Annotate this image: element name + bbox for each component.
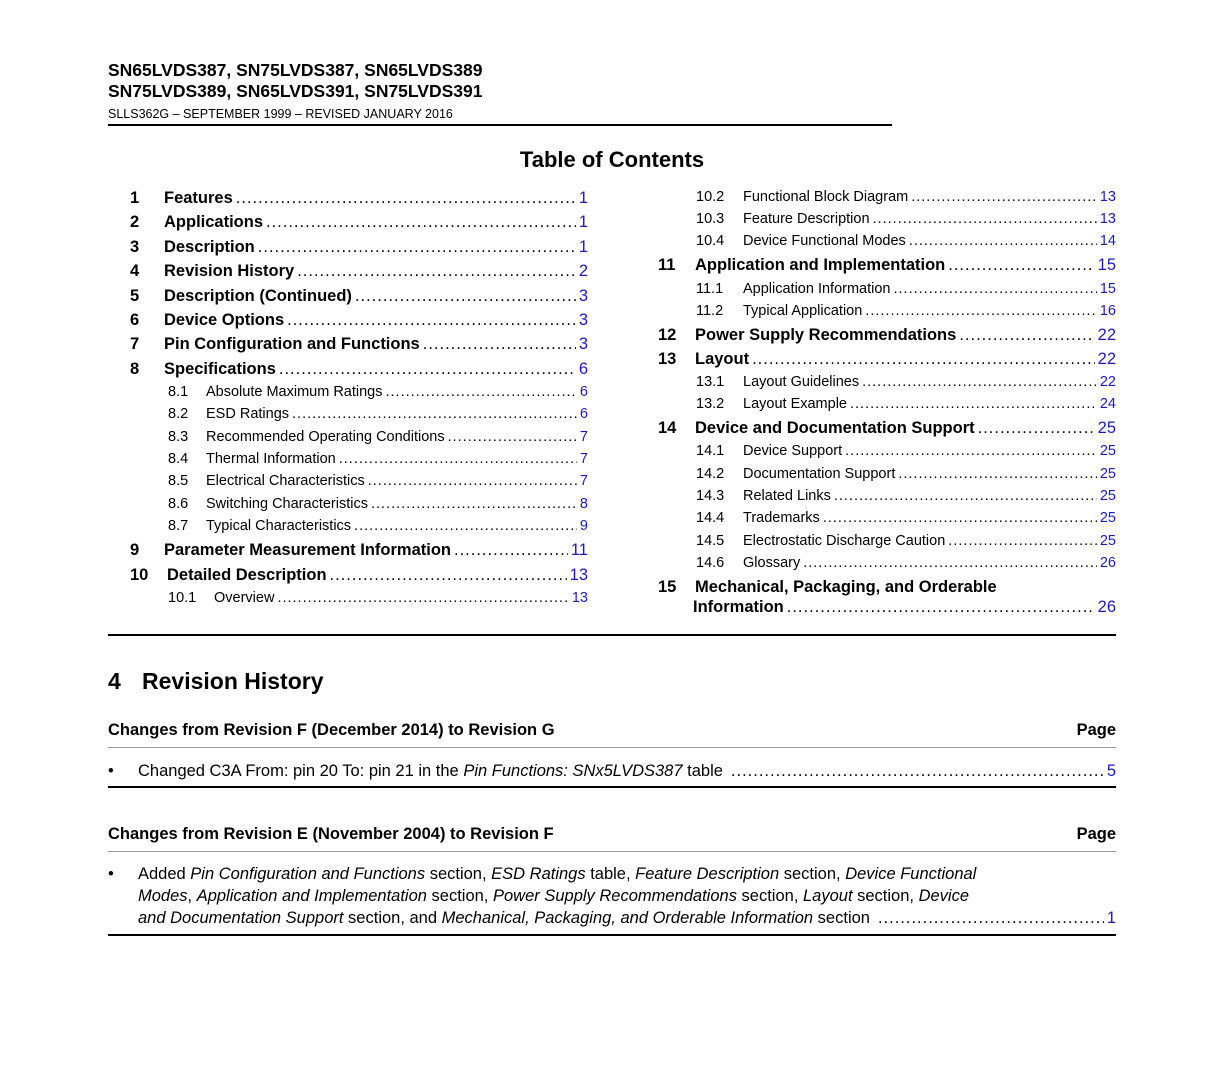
toc-page-link[interactable]: 6 [579,384,588,400]
toc-page-link[interactable]: 2 [578,262,588,280]
leader-dots [909,233,1097,249]
toc-entry-number: 14.5 [696,533,725,549]
toc-page-link[interactable]: 1 [578,189,588,207]
toc-page-link[interactable]: 26 [1097,598,1116,616]
leader-dots [959,326,1094,345]
leader-dots [423,335,576,354]
leader-dots [277,590,568,606]
toc-entry-number: 10.1 [168,590,197,606]
toc-entry-8-4[interactable] [168,451,588,471]
toc-page-link[interactable]: 22 [1099,374,1116,390]
toc-entry-14-4[interactable] [696,510,1116,530]
toc-entry-title: Device Functional Modes [743,233,906,249]
toc-entry-8-2[interactable] [168,406,588,426]
toc-entry-number: 1 [130,189,140,207]
toc-entry-title: Layout [695,350,750,368]
toc-entry-title: Mechanical, Packaging, and Orderable [695,578,997,596]
leader-dots [850,396,1097,412]
leader-dots [948,256,1094,275]
toc-entry-12[interactable] [658,326,1116,348]
toc-entry-11[interactable] [658,256,1116,278]
bullet-glyph: • [108,865,114,883]
toc-entry-title: Revision History [164,262,295,280]
section-title [108,667,324,695]
toc-page-link[interactable]: 13 [1099,211,1116,227]
change-heading-text: Changes from Revision E (November 2004) to Revision F [108,825,554,843]
toc-entry-title: Functional Block Diagram [743,189,909,205]
toc-page-link[interactable]: 1 [578,213,588,231]
toc-entry-title: Trademarks [743,510,820,526]
change-text-line-1: Added Pin Configuration and Functions section, ESD Ratings table, Feature Description section, Device Functional [138,865,977,883]
toc-page-link[interactable]: 15 [1099,281,1116,297]
leader-dots [355,287,576,306]
toc-entry-number: 8 [130,360,140,378]
document-id: SLLS362G – SEPTEMBER 1999 – REVISED JANUARY 2016 [108,107,453,121]
toc-entry-8-6[interactable] [168,496,588,516]
leader-dots [865,303,1097,319]
toc-entry-14-1[interactable] [696,443,1116,463]
toc-entry-number: 14.3 [696,488,725,504]
header-rule [108,124,892,126]
toc-page-link[interactable]: 16 [1099,303,1116,319]
toc-entry-9[interactable] [130,541,588,563]
toc-page-link[interactable]: 13 [569,566,588,584]
toc-entry-11-2[interactable] [696,303,1116,323]
toc-entry-14-2[interactable] [696,466,1116,486]
toc-entry-title: Switching Characteristics [206,496,368,512]
change-heading-rev-g [108,720,1116,740]
toc-page-link[interactable]: 14 [1099,233,1116,249]
toc-entry-title: Electrostatic Discharge Caution [743,533,946,549]
toc-entry-number: 3 [130,238,140,256]
toc-page-link[interactable]: 22 [1097,326,1116,344]
leader-dots [258,238,576,257]
toc-entry-8-5[interactable] [168,473,588,493]
leader-dots [978,419,1095,438]
toc-page-link[interactable]: 26 [1099,555,1116,571]
toc-entry-15-continued[interactable] [693,598,1116,620]
toc-entry-5[interactable] [130,287,588,309]
toc-entry-10-3[interactable] [696,211,1116,231]
toc-entry-13[interactable] [658,350,1116,372]
toc-entry-title: Parameter Measurement Information [164,541,452,559]
leader-dots [236,189,576,208]
toc-page-link[interactable]: 7 [579,451,588,467]
part-numbers-line-1: SN65LVDS387, SN75LVDS387, SN65LVDS389 [108,60,483,80]
toc-entry-title: ESD Ratings [206,406,290,422]
toc-entry-number: 2 [130,213,140,231]
toc-entry-number: 6 [130,311,140,329]
toc-entry-number: 14.2 [696,466,725,482]
part-numbers-line-2: SN75LVDS389, SN65LVDS391, SN75LVDS391 [108,81,483,101]
change-text-line-3: and Documentation Support section, and Mechanical, Packaging, and Orderable Information section ..... 1 [138,907,1116,929]
toc-entry-7[interactable] [130,335,588,357]
toc-entry-number: 10 [130,566,149,584]
leader-dots [898,466,1097,482]
toc-entry-number: 5 [130,287,140,305]
toc-page-link[interactable]: 24 [1099,396,1116,412]
leader-dots [787,598,1095,617]
toc-page-link[interactable]: 25 [1097,419,1116,437]
toc-entry-number: 11.2 [696,303,724,319]
leader-dots [834,488,1097,504]
toc-entry-title: Device Support [743,443,843,459]
toc-entry-number: 14.1 [696,443,725,459]
toc-entry-number: 14 [658,419,677,437]
leader-dots [371,496,577,512]
toc-entry-number: 8.5 [168,473,189,489]
leader-dots [368,473,577,489]
section-heading: Revision History [142,668,324,694]
change-text: Changed C3A From: pin 20 To: pin 21 in the Pin Functions: SNx5LVDS387 table [138,762,723,780]
toc-page-link[interactable]: 25 [1099,510,1116,526]
toc-page-link[interactable]: 22 [1097,350,1116,368]
toc-entry-title: Feature Description [743,211,870,227]
toc-page-link[interactable]: 7 [579,429,588,445]
toc-entry-number: 10.2 [696,189,725,205]
leader-dots [911,189,1097,205]
toc-page-link[interactable]: 8 [579,496,588,512]
leader-dots [823,510,1097,526]
toc-page-link[interactable]: 13 [1099,189,1116,205]
toc-bottom-rule [108,634,1116,636]
leader-dots [948,533,1097,549]
toc-entry-number: 8.4 [168,451,189,467]
toc-entry-title-continued: Information [693,598,784,616]
toc-entry-8-1[interactable] [168,384,588,404]
toc-entry-title: Detailed Description [167,566,327,584]
toc-page-link[interactable]: 9 [579,518,588,534]
leader-dots [448,429,577,445]
toc-entry-13-1[interactable] [696,374,1116,394]
toc-entry-title: Absolute Maximum Ratings [206,384,383,400]
toc-entry-title: Application Information [743,281,891,297]
toc-page-link[interactable]: 6 [578,360,588,378]
bullet-glyph: • [108,762,114,780]
toc-entry-title: Documentation Support [743,466,896,482]
toc-entry-title: Related Links [743,488,831,504]
toc-entry-number: 11.1 [696,281,724,297]
leader-dots [894,281,1097,297]
toc-entry-number: 15 [658,578,677,596]
toc-entry-number: 10.4 [696,233,725,249]
toc-page-link[interactable]: 25 [1099,443,1116,459]
leader-dots [454,541,568,560]
change-heading-rule [108,747,1116,748]
toc-entry-number: 10.3 [696,211,725,227]
document-header [108,60,892,122]
toc-page-link[interactable]: 25 [1099,533,1116,549]
toc-entry-title: Device and Documentation Support [695,419,975,437]
page-column-label: Page [1076,825,1116,843]
toc-entry-13-2[interactable] [696,396,1116,416]
toc-title: Table of Contents [519,147,705,172]
toc-page-link[interactable]: 25 [1099,488,1116,504]
toc-entry-title: Specifications [164,360,276,378]
toc-entry-number: 8.6 [168,496,189,512]
change-heading-rev-f [108,824,1116,844]
toc-page-link[interactable]: 3 [578,311,588,329]
change-heading-rule [108,851,1116,852]
toc-page-link[interactable]: 25 [1099,466,1116,482]
leader-dots [803,555,1097,571]
leader-dots [292,406,577,422]
leader-dots [279,360,576,379]
toc-entry-14[interactable] [658,419,1116,441]
toc-entry-4[interactable] [130,262,588,284]
change-block-rule [108,786,1116,788]
toc-entry-14-3[interactable] [696,488,1116,508]
toc-entry-title: Applications [164,213,264,231]
change-block-rule [108,934,1116,936]
toc-entry-title: Description [164,238,255,256]
change-item-rev-g [108,760,1116,782]
toc-page-link[interactable]: 7 [579,473,588,489]
toc-entry-number: 8.1 [168,384,189,400]
leader-dots [266,213,576,232]
toc-entry-2[interactable] [130,213,588,235]
toc-entry-title: Device Options [164,311,285,329]
toc-entry-number: 9 [130,541,140,559]
leader-dots [752,350,1095,369]
toc-entry-title: Thermal Information [206,451,336,467]
toc-page-link[interactable]: 15 [1097,256,1116,274]
leader-dots [878,907,1104,929]
page-link[interactable]: 1 [1106,909,1116,927]
toc-entry-number: 14.4 [696,510,725,526]
toc-entry-number: 12 [658,326,677,344]
leader-dots [845,443,1097,459]
toc-entry-3[interactable] [130,238,588,260]
toc-entry-title: Recommended Operating Conditions [206,429,445,445]
toc-entry-number: 4 [130,262,140,280]
toc-entry-number: 13 [658,350,677,368]
toc-entry-number: 13.2 [696,396,725,412]
toc-entry-14-5[interactable] [696,533,1116,553]
leader-dots [386,384,577,400]
toc-entry-number: 8.3 [168,429,189,445]
toc-entry-number: 8.7 [168,518,189,534]
change-heading-text: Changes from Revision F (December 2014) to Revision G [108,721,555,739]
toc-page-link[interactable]: 6 [579,406,588,422]
toc-entry-10[interactable] [130,566,588,588]
change-text-line-2: Modes, Application and Implementation section, Power Supply Recommendations section, Layout section, Device [138,887,970,905]
toc-entry-number: 13.1 [696,374,725,390]
leader-dots [354,518,577,534]
toc-entry-title: Pin Configuration and Functions [164,335,420,353]
toc-entry-1[interactable] [130,189,588,211]
toc-entry-number: 14.6 [696,555,725,571]
toc-page-link[interactable]: 3 [578,287,588,305]
toc-entry-10-1[interactable] [168,590,588,610]
toc-entry-title: Layout Guidelines [743,374,860,390]
toc-entry-10-4[interactable] [696,233,1116,253]
toc-entry-title: Power Supply Recommendations [695,326,957,344]
toc-entry-11-1[interactable] [696,281,1116,301]
leader-dots [873,211,1097,227]
toc-page-link[interactable]: 11 [570,541,588,559]
section-number: 4 [108,668,121,694]
toc-entry-8-7[interactable] [168,518,588,538]
toc-entry-8[interactable] [130,360,588,382]
toc-page-link[interactable]: 13 [571,590,588,606]
leader-dots [330,566,567,585]
toc-entry-15[interactable] [658,578,1116,600]
leader-dots [731,760,1104,782]
page-link[interactable]: 5 [1106,762,1116,780]
toc-entry-number: 11 [658,256,676,274]
leader-dots [339,451,577,467]
toc-entry-title: Typical Application [743,303,863,319]
toc-entry-title: Features [164,189,233,207]
toc-page-link[interactable]: 3 [578,335,588,353]
toc-entry-6[interactable] [130,311,588,333]
toc-entry-title: Glossary [743,555,801,571]
leader-dots [862,374,1097,390]
toc-entry-number: 8.2 [168,406,189,422]
toc-entry-title: Overview [214,590,275,606]
toc-entry-title: Typical Characteristics [206,518,352,534]
toc-entry-title: Electrical Characteristics [206,473,365,489]
leader-dots [297,262,576,281]
toc-entry-14-6[interactable] [696,555,1116,575]
change-item-rev-f [108,863,1116,929]
toc-entry-title: Layout Example [743,396,847,412]
toc-entry-title: Description (Continued) [164,287,352,305]
toc-page-link[interactable]: 1 [578,238,588,256]
toc-entry-10-2[interactable] [696,189,1116,209]
toc-entry-8-3[interactable] [168,429,588,449]
toc-entry-title: Application and Implementation [695,256,946,274]
leader-dots [287,311,576,330]
page-column-label: Page [1076,721,1116,739]
toc-entry-number: 7 [130,335,140,353]
